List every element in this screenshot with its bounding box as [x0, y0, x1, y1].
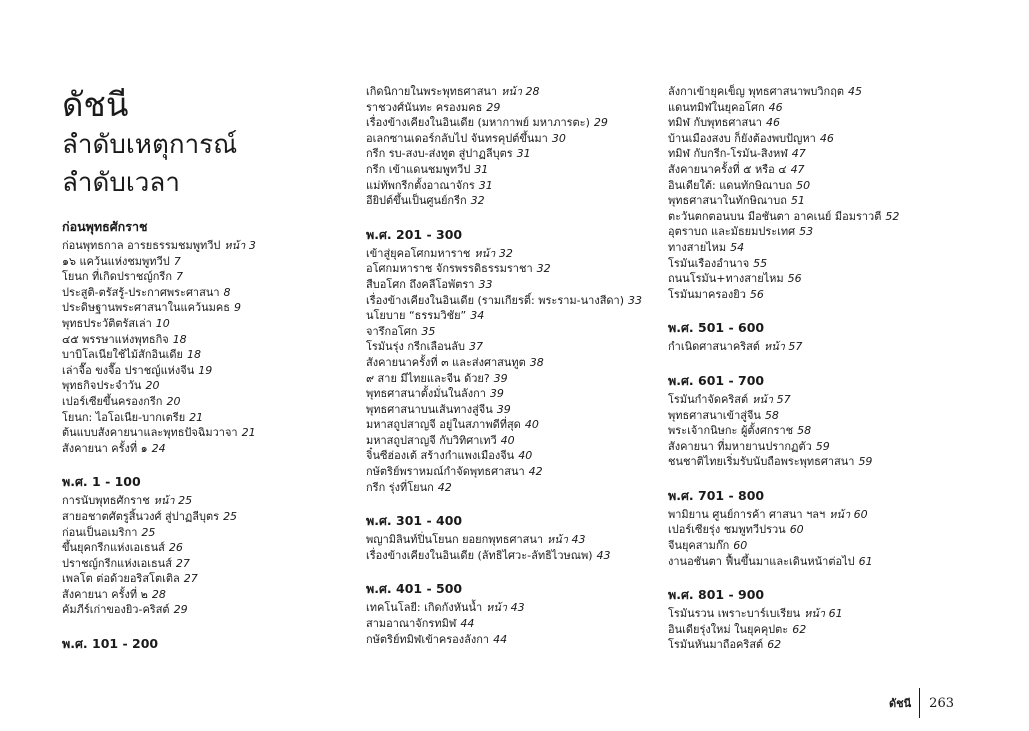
entry-text: ก่อนเป็นอเมริกา [62, 525, 138, 539]
index-entry [668, 637, 968, 653]
entry-text: โรมันรวน เพราะบาร์เบเรียน [668, 607, 801, 621]
index-entry [366, 246, 656, 262]
index-entry [62, 332, 352, 348]
entry-text: พุทธประวัติตรัสเล่า [62, 316, 152, 330]
index-entry [62, 254, 352, 270]
index-entry [668, 178, 968, 194]
entry-text: นโยบาย “ธรรมวิชัย” [366, 309, 467, 323]
entry-page: หน้า 43 [486, 601, 525, 615]
entry-page: 60 [789, 523, 804, 537]
entry-page: 31 [516, 147, 531, 161]
entry-page: 27 [175, 556, 190, 570]
entry-text: โรมันกำจัดคริสต์ [668, 392, 749, 406]
index-entry [668, 554, 968, 570]
index-entry [366, 417, 656, 433]
entry-page: 44 [493, 632, 508, 646]
entry-text: ขึ้นยุคกรีกแห่งเอเธนส์ [62, 541, 165, 555]
index-entry [366, 371, 656, 387]
entry-page: 10 [155, 316, 170, 330]
index-entry [668, 240, 968, 256]
index-entry [62, 441, 352, 457]
entry-page: 18 [186, 348, 201, 362]
index-entry [366, 448, 656, 464]
entry-page: หน้า 61 [804, 607, 843, 621]
index-entry [366, 433, 656, 449]
index-column-3 [668, 84, 968, 670]
index-entry [62, 540, 352, 556]
index-entry [366, 115, 656, 131]
entry-page: หน้า 57 [752, 392, 791, 406]
entry-page: 42 [528, 465, 543, 479]
entry-page: 38 [529, 355, 544, 369]
entry-text: มหาสถูปสาญจี กับวิทิศาเทวี [366, 433, 497, 447]
entry-text: พามิยาน ศูนย์การค้า ศาสนา ฯลฯ [668, 507, 826, 521]
entry-text: อียิปต์ขึ้นเป็นศูนย์กรีก [366, 194, 467, 208]
section-heading: ก่อนพุทธศักราช [62, 219, 148, 234]
entry-page: 39 [496, 402, 511, 416]
index-entry [62, 509, 352, 525]
entry-text: อินเดียรุ่งใหม่ ในยุคคุปตะ [668, 622, 789, 636]
entry-page: 40 [524, 418, 539, 432]
entry-text: งานอชันตา ฟื้นขึ้นมาและเดินหน้าต่อไป [668, 554, 855, 568]
page-subtitle-chronology: ลำดับเวลา [62, 168, 180, 198]
entry-text: สายอชาตศัตรูสิ้นวงศ์ สู่ปาฏลีบุตร [62, 509, 220, 523]
index-entry [366, 293, 656, 309]
index-entry [366, 548, 656, 564]
entry-text: เรื่องข้างเคียงในอินเดีย (มหากาพย์ มหาภารตะ) [366, 116, 590, 130]
entry-text: ราชวงศ์นันทะ ครองมคธ [366, 100, 483, 114]
index-section [668, 84, 968, 302]
entry-text: อเลกซานเดอร์กลับไป จันทรคุปต์ขึ้นมา [366, 131, 548, 145]
index-entry [62, 238, 352, 254]
index-entry [62, 269, 352, 285]
index-entry [366, 308, 656, 324]
index-entry [366, 355, 656, 371]
index-entry [366, 162, 656, 178]
index-entry [668, 193, 968, 209]
entry-text: พุทธศาสนาเข้าสู่จีน [668, 408, 761, 422]
index-entry [62, 525, 352, 541]
entry-text: ทมิฬ กับกรีก-โรมัน-สิงหฬ [668, 147, 788, 161]
entry-page: 44 [460, 617, 475, 631]
entry-text: สืบอโศก ถึงคลีโอพัตรา [366, 277, 475, 291]
entry-text: กษัตริย์ทมิฬเข้าครองลังกา [366, 632, 490, 646]
entry-page: หน้า 43 [547, 533, 586, 547]
index-entry [366, 632, 656, 648]
entry-page: 37 [468, 340, 483, 354]
entry-page: 25 [223, 509, 238, 523]
entry-page: หน้า 60 [829, 507, 868, 521]
entry-text: เข้าสู่ยุคอโศกมหาราช [366, 246, 471, 260]
entry-page: หน้า 57 [763, 340, 803, 354]
index-entry [668, 538, 968, 554]
entry-page: 62 [792, 622, 807, 636]
index-entry [668, 423, 968, 439]
entry-text: ต้นแบบสังคายนาและพุทธปัจฉิมวาจา [62, 426, 238, 440]
index-entry [62, 300, 352, 316]
page-subtitle-events: ลำดับเหตุการณ์ [62, 130, 238, 160]
entry-page: 45 [848, 85, 863, 98]
index-entry [668, 339, 968, 355]
page-number: 263 [929, 695, 954, 711]
entry-text: จารึกอโศก [366, 324, 418, 338]
index-entry [668, 454, 968, 470]
entry-page: 8 [223, 285, 231, 299]
entry-page: 28 [151, 587, 166, 601]
entry-text: ตะวันตกตอนบน มีอชันตา อาคเนย์ มีอมราวตี [668, 209, 882, 223]
entry-page: 31 [474, 162, 489, 176]
index-entry [668, 224, 968, 240]
entry-page: 58 [764, 408, 779, 422]
entry-page: 29 [173, 603, 188, 617]
entry-text: โยนก ที่เกิดปราชญ์กรีก [62, 270, 172, 284]
entry-text: ถนนโรมัน+ทางสายไหม [668, 272, 784, 286]
entry-page: 43 [596, 548, 611, 562]
entry-text: ทางสายไหม [668, 240, 727, 254]
entry-page: 51 [790, 194, 805, 208]
entry-page: 27 [183, 572, 198, 586]
index-entry [366, 84, 656, 100]
index-entry [62, 571, 352, 587]
index-entry [668, 287, 968, 303]
index-column-2 [366, 84, 656, 664]
index-section [668, 586, 968, 653]
entry-page: 50 [796, 178, 811, 192]
index-entry [62, 602, 352, 618]
entry-page: 40 [500, 433, 515, 447]
entry-text: ๑๖ แคว้นแห่งชมพูทวีป [62, 254, 170, 268]
index-entry [366, 131, 656, 147]
entry-text: คัมภีร์เก่าของยิว-คริสต์ [62, 603, 170, 617]
entry-text: เล่าจื๊อ ขงจื๊อ ปราชญ์แห่งจีน [62, 363, 195, 377]
entry-text: พุทธศาสนาในทักษิณาบถ [668, 194, 787, 208]
index-entry [668, 392, 968, 408]
entry-text: พญามิลินท์ปิ่นโยนก ยอยกพุทธศาสนา [366, 533, 544, 547]
entry-text: สามอาณาจักรทมิฬ [366, 617, 457, 631]
entry-text: เทคโนโลยี: เกิดกังหันน้ำ [366, 601, 483, 615]
entry-page: 46 [819, 131, 834, 145]
entry-text: ชนชาติไทยเริ่มรับนับถือพระพุทธศาสนา [668, 455, 855, 469]
index-entry [668, 522, 968, 538]
entry-page: 54 [730, 240, 745, 254]
index-section [668, 372, 968, 470]
entry-page: หน้า 32 [474, 246, 513, 260]
entry-page: หน้า 3 [224, 239, 256, 252]
index-section [62, 473, 352, 618]
index-entry [366, 616, 656, 632]
entry-page: 29 [486, 100, 501, 114]
entry-page: 39 [489, 387, 504, 401]
entry-text: กรีก เข้าแดนชมพูทวีป [366, 162, 471, 176]
entry-text: บ้านเมืองสงบ ก็ยังต้องพบปัญหา [668, 131, 816, 145]
entry-text: สังคายนา ที่มหายานปรากฏตัว [668, 439, 812, 453]
entry-text: สังคายนาครั้งที่ ๕ หรือ ๔ [668, 162, 787, 176]
index-entry [668, 408, 968, 424]
index-entry [62, 587, 352, 603]
index-column-1 [62, 218, 352, 670]
entry-text: จิ๋นซีฮ่องเต้ สร้างกำแพงเมืองจีน [366, 449, 515, 463]
entry-text: กรีก รุ่งที่โยนก [366, 480, 434, 494]
entry-page: 33 [478, 277, 493, 291]
entry-page: หน้า 25 [153, 494, 193, 508]
index-entry [366, 600, 656, 616]
entry-page: 47 [791, 147, 806, 161]
entry-page: 59 [858, 455, 873, 469]
entry-text: พุทธกิจประจำวัน [62, 379, 142, 393]
index-entry [366, 402, 656, 418]
index-entry [62, 493, 352, 509]
page-title: ดัชนี [62, 85, 129, 124]
index-entry [668, 439, 968, 455]
entry-page: 24 [151, 441, 166, 455]
entry-text: เกิดนิกายในพระพุทธศาสนา [366, 85, 498, 98]
entry-page: 19 [198, 363, 213, 377]
entry-text: เพลโต ต่อด้วยอริสโตเติล [62, 572, 180, 586]
entry-text: แม่ทัพกรีกตั้งอาณาจักร [366, 178, 475, 192]
entry-page: 58 [797, 424, 812, 438]
index-entry [366, 277, 656, 293]
entry-text: กรีก รบ-สงบ-ส่งทูต สู่ปาฏลีบุตร [366, 147, 513, 161]
index-entry [366, 464, 656, 480]
index-section [366, 84, 656, 209]
entry-text: พุทธศาสนาตั้งมั่นในลังกา [366, 387, 486, 401]
index-entry [366, 100, 656, 116]
entry-page: 62 [767, 638, 782, 652]
entry-text: พระเจ้ากนิษกะ ผู้ตั้งศกราช [668, 424, 794, 438]
entry-text: ๙ สาย มีไทยและจีน ด้วย? [366, 371, 490, 385]
index-entry [366, 324, 656, 340]
entry-text: เปอร์เซียรุ่ง ชมพูทวีปรวน [668, 523, 786, 537]
page-footer [889, 690, 954, 716]
index-entry [668, 256, 968, 272]
entry-text: ปราชญ์กรีกแห่งเอเธนส์ [62, 556, 172, 570]
entry-page: 30 [551, 131, 566, 145]
index-entry [668, 622, 968, 638]
index-entry [62, 378, 352, 394]
index-entry [668, 115, 968, 131]
index-section [668, 319, 968, 355]
entry-page: 61 [858, 554, 873, 568]
entry-page: 18 [172, 332, 187, 346]
index-entry [366, 480, 656, 496]
section-heading: พ.ศ. 101 - 200 [62, 636, 159, 652]
index-entry [366, 339, 656, 355]
entry-page: 7 [173, 254, 181, 268]
entry-text: อโศกมหาราช จักรพรรดิธรรมราชา [366, 262, 533, 276]
index-entry [62, 363, 352, 379]
section-heading: พ.ศ. 501 - 600 [668, 320, 765, 336]
entry-page: 29 [593, 116, 608, 130]
index-entry [668, 100, 968, 116]
entry-page: 25 [141, 525, 156, 539]
entry-text: สังคายนา ครั้งที่ ๒ [62, 587, 148, 601]
index-entry [668, 84, 968, 100]
entry-text: มหาสถูปสาญจี อยู่ในสภาพดีที่สุด [366, 418, 521, 432]
title-block [62, 84, 237, 202]
entry-page: 34 [470, 309, 485, 323]
entry-text: โรมันมาครองยิว [668, 287, 746, 301]
entry-text: โรมันหันมาถือคริสต์ [668, 638, 764, 652]
entry-text: กำเนิดศาสนาคริสต์ [668, 340, 760, 354]
entry-page: หน้า 28 [501, 85, 540, 98]
entry-page: 21 [189, 410, 204, 424]
entry-page: 31 [478, 178, 493, 192]
index-entry [62, 347, 352, 363]
index-section [366, 512, 656, 563]
entry-page: 26 [168, 541, 183, 555]
entry-page: 7 [175, 270, 183, 284]
entry-text: อุตราบถ และมัธยมประเทศ [668, 225, 796, 239]
entry-page: 32 [470, 194, 485, 208]
index-section [62, 218, 352, 456]
entry-text: ลังกาเข้ายุคเข็ญ พุทธศาสนาพบวิกฤต [668, 85, 845, 98]
entry-page: 46 [768, 100, 783, 114]
index-entry [366, 532, 656, 548]
entry-text: เรื่องข้างเคียงในอินเดีย (ลัทธิไศวะ-ลัทธิไวษณพ) [366, 548, 593, 562]
footer-label: ดัชนี [889, 697, 912, 710]
entry-page: 39 [493, 371, 508, 385]
section-heading: พ.ศ. 701 - 800 [668, 487, 765, 503]
index-entry [366, 178, 656, 194]
entry-text: ทมิฬ กับพุทธศาสนา [668, 116, 762, 130]
index-entry [668, 271, 968, 287]
index-entry [668, 131, 968, 147]
entry-page: 46 [765, 116, 780, 130]
entry-page: 20 [166, 394, 181, 408]
entry-text: ก่อนพุทธกาล อารยธรรมชมพูทวีป [62, 239, 221, 252]
index-entry [62, 556, 352, 572]
index-entry [366, 386, 656, 402]
entry-page: 9 [233, 301, 241, 315]
index-entry [62, 425, 352, 441]
section-heading: พ.ศ. 1 - 100 [62, 474, 141, 490]
entry-page: 56 [749, 287, 764, 301]
index-entry [366, 146, 656, 162]
entry-text: โรมันเรืองอำนาจ [668, 256, 750, 270]
entry-text: สังคายนาครั้งที่ ๓ และส่งศาสนทูต [366, 355, 526, 369]
index-entry [668, 209, 968, 225]
entry-page: 52 [885, 209, 900, 223]
entry-text: เปอร์เซียขึ้นครองกรีก [62, 394, 163, 408]
entry-page: 60 [733, 539, 748, 553]
entry-text: โรมันรุ่ง กรีกเลือนลับ [366, 340, 465, 354]
entry-text: สังคายนา ครั้งที่ ๑ [62, 441, 148, 455]
index-section [366, 226, 656, 496]
index-entry [366, 193, 656, 209]
entry-page: 53 [799, 225, 814, 239]
entry-page: 47 [790, 162, 805, 176]
index-entry [668, 162, 968, 178]
section-heading: พ.ศ. 201 - 300 [366, 226, 463, 242]
section-heading: พ.ศ. 301 - 400 [366, 513, 463, 529]
entry-text: ประสูติ-ตรัสรู้-ประกาศพระศาสนา [62, 285, 220, 299]
index-section [668, 487, 968, 569]
entry-text: ประดิษฐานพระศาสนาในแคว้นมคธ [62, 301, 230, 315]
entry-text: อินเดียใต้: แดนทักษิณาบถ [668, 178, 793, 192]
entry-page: 32 [536, 262, 551, 276]
index-section [366, 580, 656, 647]
index-entry [62, 410, 352, 426]
index-section [62, 635, 352, 653]
index-entry [62, 285, 352, 301]
section-heading: พ.ศ. 801 - 900 [668, 587, 765, 603]
entry-text: บาบิโลเนียใช้ไม้สักอินเดีย [62, 348, 183, 362]
footer-divider [919, 688, 920, 718]
entry-page: 40 [518, 449, 533, 463]
entry-text: การนับพุทธศักราช [62, 494, 150, 508]
index-entry [668, 146, 968, 162]
entry-text: จีนยุคสามก๊ก [668, 539, 730, 553]
section-heading: พ.ศ. 401 - 500 [366, 581, 463, 597]
index-entry [62, 316, 352, 332]
entry-page: 35 [421, 324, 436, 338]
entry-page: 42 [437, 480, 452, 494]
entry-page: 56 [787, 272, 802, 286]
entry-page: 21 [241, 426, 256, 440]
entry-text: กษัตริย์พราหมณ์กำจัดพุทธศาสนา [366, 465, 525, 479]
section-heading: พ.ศ. 601 - 700 [668, 372, 765, 388]
entry-page: 33 [628, 293, 643, 307]
entry-page: 55 [753, 256, 768, 270]
entry-page: 20 [145, 379, 160, 393]
index-entry [366, 261, 656, 277]
index-entry [668, 507, 968, 523]
entry-page: 59 [815, 439, 830, 453]
index-entry [668, 606, 968, 622]
entry-text: พุทธศาสนาบนเส้นทางสู่จีน [366, 402, 493, 416]
entry-text: ๔๕ พรรษาแห่งพุทธกิจ [62, 332, 169, 346]
entry-text: โยนก: ไอโอเนีย-บากเตรีย [62, 410, 186, 424]
entry-text: เรื่องข้างเคียงในอินเดีย (รามเกียรติ์: พระราม-นางสีดา) [366, 293, 625, 307]
index-entry [62, 394, 352, 410]
entry-text: แดนทมิฬในยุคอโศก [668, 100, 765, 114]
